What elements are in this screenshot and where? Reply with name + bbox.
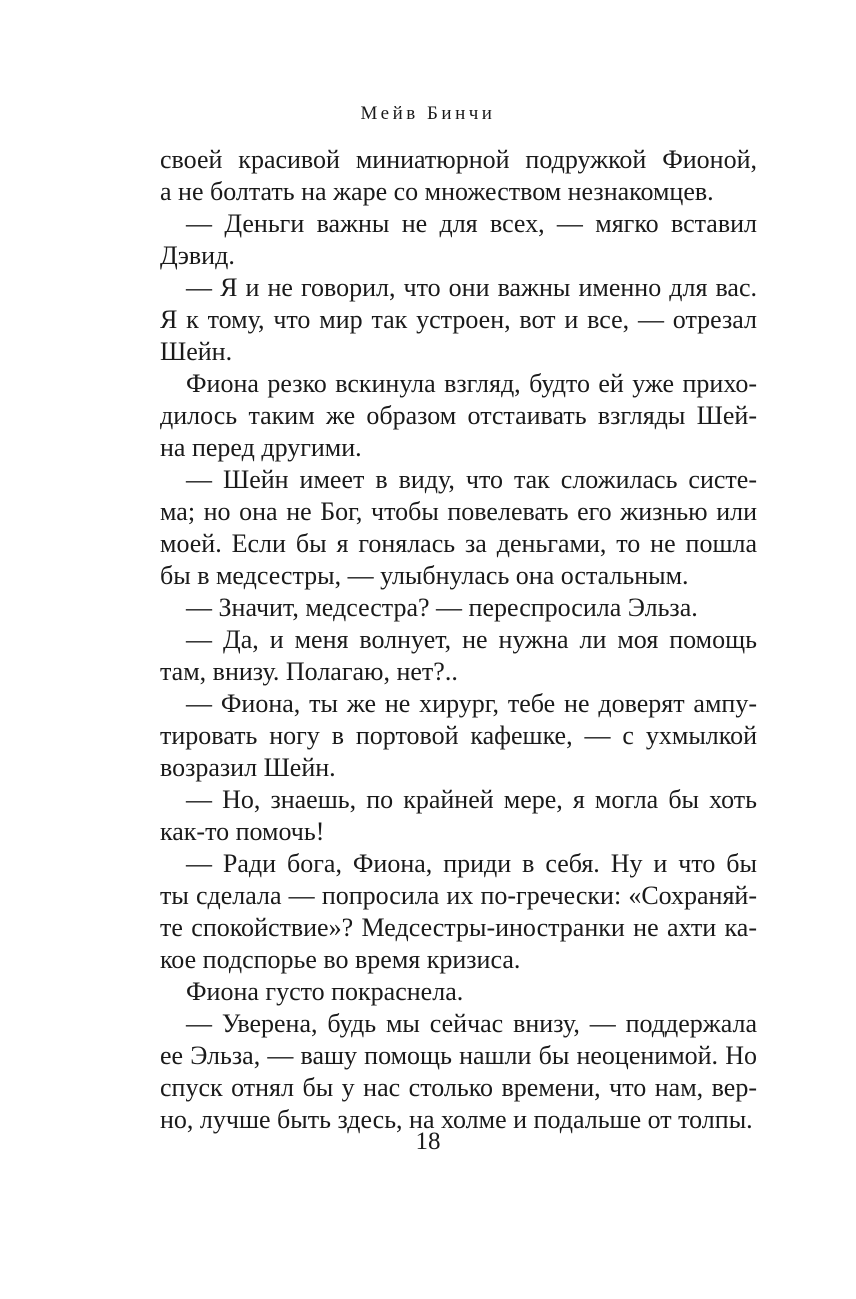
text-line: бы в медсестры, — улыбнулась она остальным. xyxy=(160,561,689,590)
text-line: там, внизу. Полагаю, нет?.. xyxy=(160,657,458,686)
text-line: ее Эльза, — вашу помощь нашли бы неоценимой. Но xyxy=(160,1041,757,1070)
text-line: — Значит, медсестра? — переспросила Эльза. xyxy=(186,593,698,622)
text-line: — Но, знаешь, по крайней мере, я могла бы хоть xyxy=(186,785,757,814)
text-line: своей красивой миниатюрной подружкой Фионой, xyxy=(160,145,757,174)
text-line: ма; но она не Бог, чтобы повелевать его жизнью или xyxy=(160,497,757,526)
text-line: — Деньги важны не для всех, — мягко вставил xyxy=(186,209,757,238)
text-line: кое подспорье во время кризиса. xyxy=(160,945,521,974)
text-line: те спокойствие»? Медсестры-иностранки не ахти ка- xyxy=(160,913,757,942)
text-line: но, лучше быть здесь, на холме и подальше от толпы. xyxy=(160,1105,753,1134)
text-line: как-то помочь! xyxy=(160,817,325,846)
text-line: ты сделала — попросила их по-гречески: «Сохраняй- xyxy=(160,881,757,910)
text-line: дилось таким же образом отстаивать взгляды Шей- xyxy=(160,401,757,430)
text-line: возразил Шейн. xyxy=(160,753,336,782)
text-line: Фиона резко вскинула взгляд, будто ей уже прихо- xyxy=(186,369,757,398)
text-line: Шейн. xyxy=(160,337,233,366)
text-line: а не болтать на жаре со множеством незнакомцев. xyxy=(160,177,714,206)
text-line: на перед другими. xyxy=(160,433,362,462)
text-line: моей. Если бы я гонялась за деньгами, то не пошла xyxy=(160,529,757,558)
text-line: — Уверена, будь мы сейчас внизу, — поддержала xyxy=(186,1009,757,1038)
text-line: — Ради бога, Фиона, приди в себя. Ну и что бы xyxy=(186,849,757,878)
page-number: 18 xyxy=(415,1128,441,1155)
text-line: — Да, и меня волнует, не нужна ли моя помощь xyxy=(186,625,757,654)
body-text xyxy=(160,144,757,1136)
text-line: Дэвид. xyxy=(160,241,235,270)
text-line: — Я и не говорил, что они важны именно для вас. xyxy=(186,273,757,302)
text-line: спуск отнял бы у нас столько времени, что нам, вер- xyxy=(160,1073,757,1102)
running-head-author: Мейв Бинчи xyxy=(360,103,496,124)
text-line: тировать ногу в портовой кафешке, — с ухмылкой xyxy=(160,721,757,750)
text-line: Я к тому, что мир так устроен, вот и все, — отрезал xyxy=(160,305,757,334)
text-line: Фиона густо покраснела. xyxy=(186,977,464,1006)
text-line: — Фиона, ты же не хирург, тебе не доверят ампу- xyxy=(186,689,757,718)
text-line: — Шейн имеет в виду, что так сложилась систе- xyxy=(186,465,757,494)
